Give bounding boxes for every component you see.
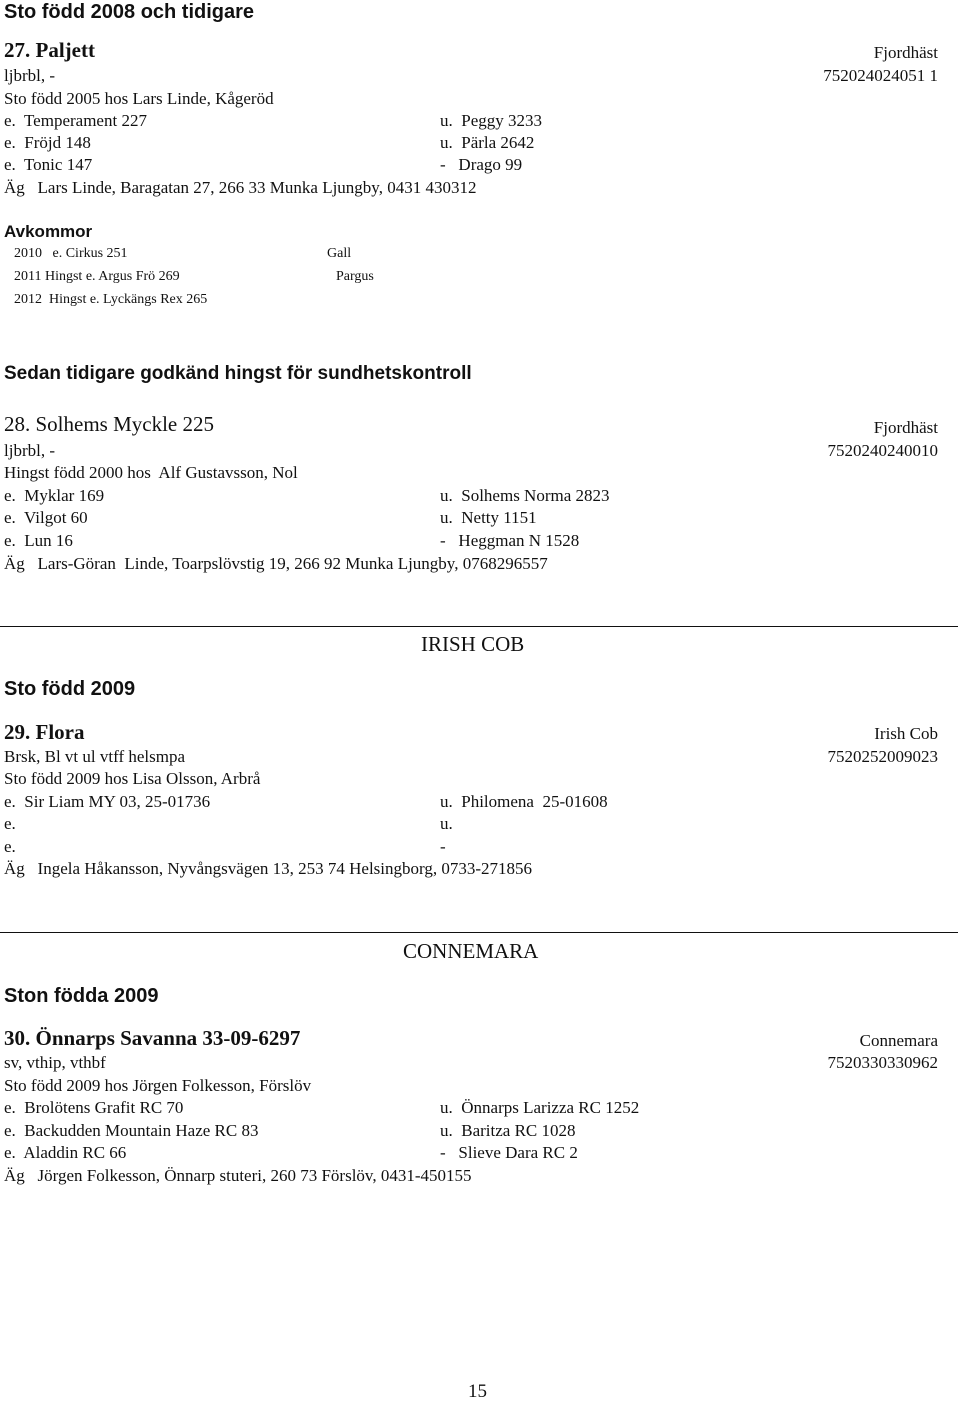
registration-number: 7520240240010 — [827, 441, 938, 460]
owner: Äg Lars-Göran Linde, Toarpslövstig 19, 266 92 Munka Ljungby, 0768296557 — [4, 554, 548, 573]
registration-number: 7520252009023 — [827, 747, 938, 766]
page-heading: Sto född 2008 och tidigare — [4, 1, 255, 23]
pedigree-dam: u. Solhems Norma 2823 — [440, 486, 610, 505]
pedigree-dam: u. Önnarps Larizza RC 1252 — [440, 1098, 640, 1117]
section-heading-health: Sedan tidigare godkänd hingst för sundhetskontroll — [4, 363, 472, 384]
horse-name: 29. Flora — [4, 720, 85, 744]
pedigree-dam: - Drago 99 — [440, 155, 523, 174]
color: ljbrbl, - — [4, 66, 55, 85]
breed: Connemara — [859, 1031, 938, 1050]
pedigree-sire: e. Sir Liam MY 03, 25-01736 — [4, 792, 211, 811]
color: sv, vthip, vthbf — [4, 1053, 106, 1072]
pedigree-sire: e. — [4, 814, 16, 833]
pedigree-dam: u. — [440, 814, 453, 833]
pedigree-sire: e. Tonic 147 — [4, 155, 93, 174]
birth-info: Sto född 2005 hos Lars Linde, Kågeröd — [4, 89, 274, 108]
group-heading: Ston födda 2009 — [4, 985, 159, 1007]
pedigree-sire: e. Brolötens Grafit RC 70 — [4, 1098, 184, 1117]
pedigree-dam: u. Philomena 25-01608 — [440, 792, 608, 811]
pedigree-dam: u. Pärla 2642 — [440, 133, 535, 152]
offspring-row: 2010 e. Cirkus 251 — [14, 246, 128, 261]
pedigree-sire: e. Lun 16 — [4, 531, 73, 550]
horse-name: 27. Paljett — [4, 38, 95, 62]
pedigree-dam: - Slieve Dara RC 2 — [440, 1143, 578, 1162]
registration-number: 752024024051 1 — [823, 66, 938, 85]
pedigree-sire: e. Fröjd 148 — [4, 133, 91, 152]
pedigree-dam: u. Peggy 3233 — [440, 111, 542, 130]
pedigree-sire: e. Vilgot 60 — [4, 508, 88, 527]
birth-info: Hingst född 2000 hos Alf Gustavsson, Nol — [4, 463, 298, 482]
pedigree-dam: u. Netty 1151 — [440, 508, 537, 527]
pedigree-dam: - — [440, 837, 446, 856]
breed: Fjordhäst — [873, 43, 938, 62]
pedigree-sire: e. Backudden Mountain Haze RC 83 — [4, 1121, 259, 1140]
owner: Äg Jörgen Folkesson, Önnarp stuteri, 260 73 Förslöv, 0431-450155 — [4, 1166, 472, 1185]
pedigree-dam: - Heggman N 1528 — [440, 531, 580, 550]
pedigree-sire: e. Temperament 227 — [4, 111, 147, 130]
section-divider — [0, 932, 958, 933]
pedigree-sire: e. Aladdin RC 66 — [4, 1143, 127, 1162]
breed: Irish Cob — [874, 724, 938, 743]
registration-number: 7520330330962 — [827, 1053, 938, 1072]
birth-info: Sto född 2009 hos Jörgen Folkesson, Förslöv — [4, 1076, 312, 1095]
pedigree-sire: e. — [4, 837, 16, 856]
color: ljbrbl, - — [4, 441, 55, 460]
owner: Äg Lars Linde, Baragatan 27, 266 33 Munka Ljungby, 0431 430312 — [4, 178, 477, 197]
horse-name: 28. Solhems Myckle 225 — [4, 412, 214, 436]
offspring-row-note: Gall — [327, 246, 352, 261]
offspring-row-note: Pargus — [336, 269, 374, 284]
offspring-row: 2012 Hingst e. Lyckängs Rex 265 — [14, 292, 208, 307]
page-number: 15 — [468, 1381, 487, 1402]
group-heading: Sto född 2009 — [4, 678, 136, 700]
pedigree-sire: e. Myklar 169 — [4, 486, 105, 505]
section-divider — [0, 626, 958, 627]
horse-name: 30. Önnarps Savanna 33-09-6297 — [4, 1026, 301, 1050]
owner: Äg Ingela Håkansson, Nyvångsvägen 13, 253 74 Helsingborg, 0733-271856 — [4, 859, 533, 878]
color: Brsk, Bl vt ul vtff helsmpa — [4, 747, 186, 766]
breed: Fjordhäst — [873, 418, 938, 437]
offspring-title: Avkommor — [4, 222, 93, 241]
pedigree-dam: u. Baritza RC 1028 — [440, 1121, 576, 1140]
offspring-row: 2011 Hingst e. Argus Frö 269 — [14, 269, 180, 284]
birth-info: Sto född 2009 hos Lisa Olsson, Arbrå — [4, 769, 261, 788]
section-title-connemara: CONNEMARA — [403, 939, 539, 963]
section-title-irish-cob: IRISH COB — [421, 632, 525, 656]
